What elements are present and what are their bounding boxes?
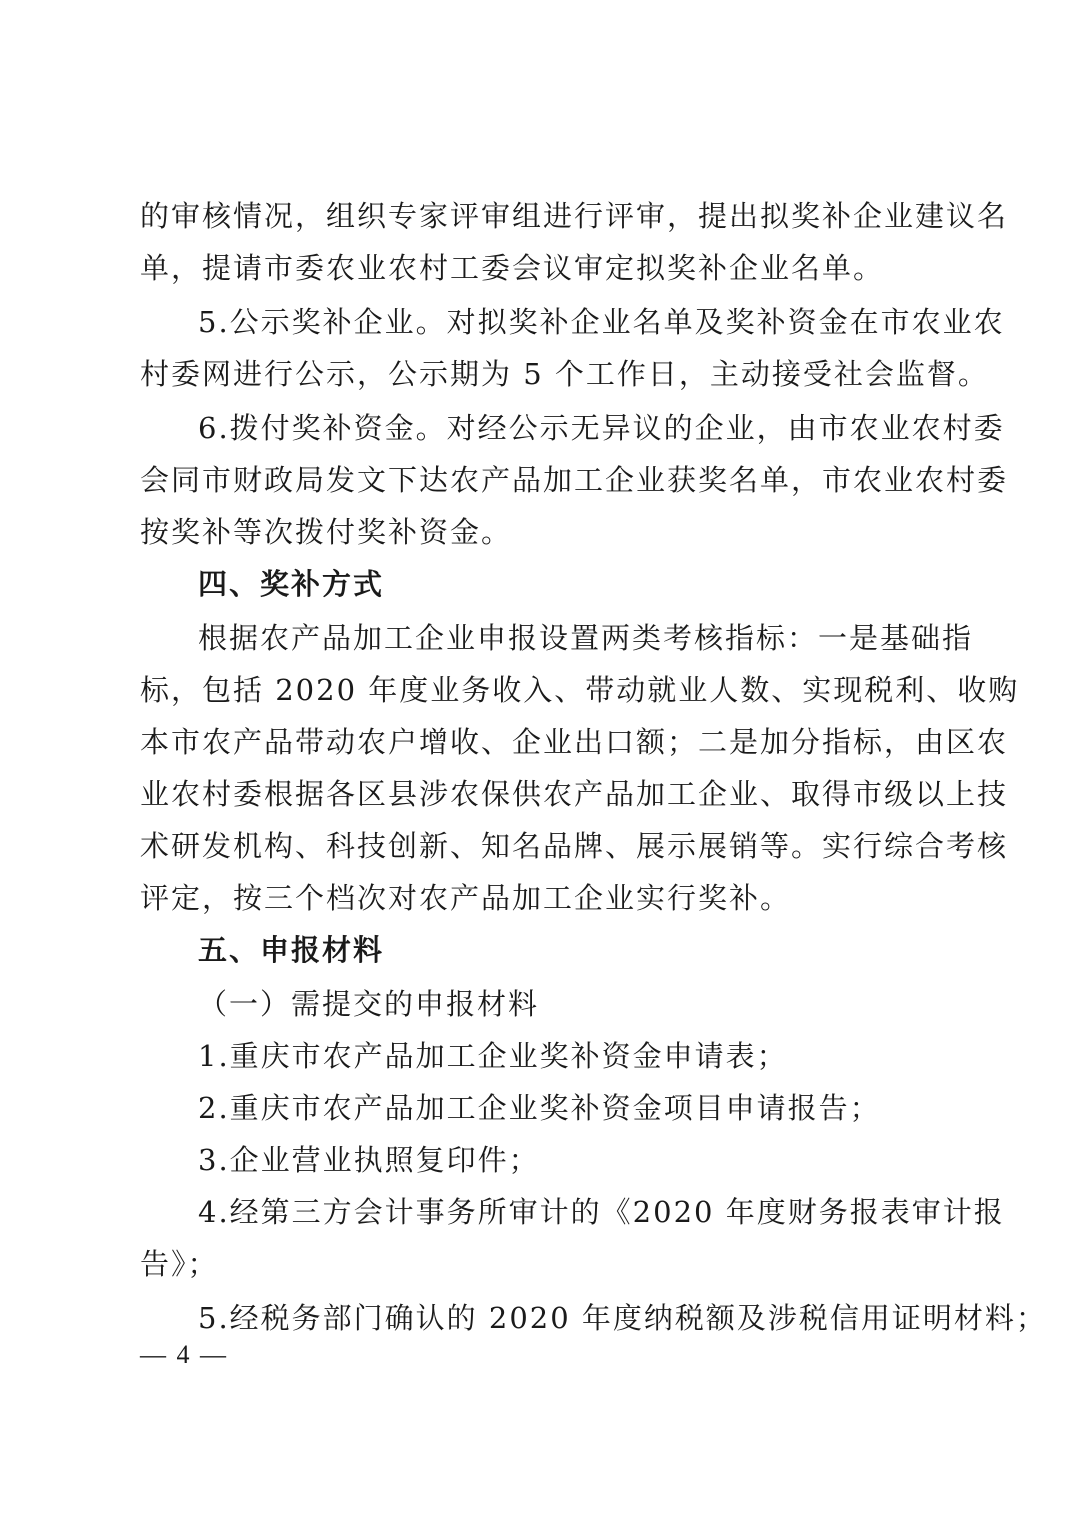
- list-item: 2.重庆市农产品加工企业奖补资金项目申请报告；: [198, 1091, 881, 1125]
- section-heading: 五、申报材料: [198, 933, 385, 967]
- paragraph-line: 标，包括 2020 年度业务收入、带动就业人数、实现税利、收购: [140, 673, 1020, 707]
- paragraph-line: 5.公示奖补企业。对拟奖补企业名单及奖补资金在市农业农: [198, 305, 1005, 339]
- list-item-continuation: 告》；: [140, 1247, 219, 1281]
- paragraph-line: 6.拨付奖补资金。对经公示无异议的企业，由市农业农村委: [198, 411, 1005, 445]
- list-item: 5.经税务部门确认的 2020 年度纳税额及涉税信用证明材料；: [198, 1301, 1047, 1335]
- paragraph-line: 评定，按三个档次对农产品加工企业实行奖补。: [140, 881, 792, 915]
- section-heading: 四、奖补方式: [198, 567, 385, 601]
- paragraph-line: 会同市财政局发文下达农产品加工企业获奖名单，市农业农村委: [140, 463, 1009, 497]
- list-item: 3.企业营业执照复印件；: [198, 1143, 540, 1177]
- subsection-heading: （一）需提交的申报材料: [198, 987, 540, 1021]
- paragraph-line: 的审核情况，组织专家评审组进行评审，提出拟奖补企业建议名: [140, 199, 1009, 233]
- page-number: — 4 —: [140, 1340, 228, 1369]
- list-item: 4.经第三方会计事务所审计的《2020 年度财务报表审计报: [198, 1195, 1005, 1229]
- paragraph-line: 村委网进行公示，公示期为 5 个工作日，主动接受社会监督。: [140, 357, 989, 391]
- paragraph-line: 根据农产品加工企业申报设置两类考核指标：一是基础指: [198, 621, 974, 655]
- paragraph-line: 业农村委根据各区县涉农保供农产品加工企业、取得市级以上技: [140, 777, 1009, 811]
- list-item: 1.重庆市农产品加工企业奖补资金申请表；: [198, 1039, 788, 1073]
- paragraph-line: 按奖补等次拨付奖补资金。: [140, 515, 513, 549]
- paragraph-line: 单，提请市委农业农村工委会议审定拟奖补企业名单。: [140, 251, 885, 285]
- paragraph-line: 术研发机构、科技创新、知名品牌、展示展销等。实行综合考核: [140, 829, 1009, 863]
- paragraph-line: 本市农产品带动农户增收、企业出口额；二是加分指标，由区农: [140, 725, 1009, 759]
